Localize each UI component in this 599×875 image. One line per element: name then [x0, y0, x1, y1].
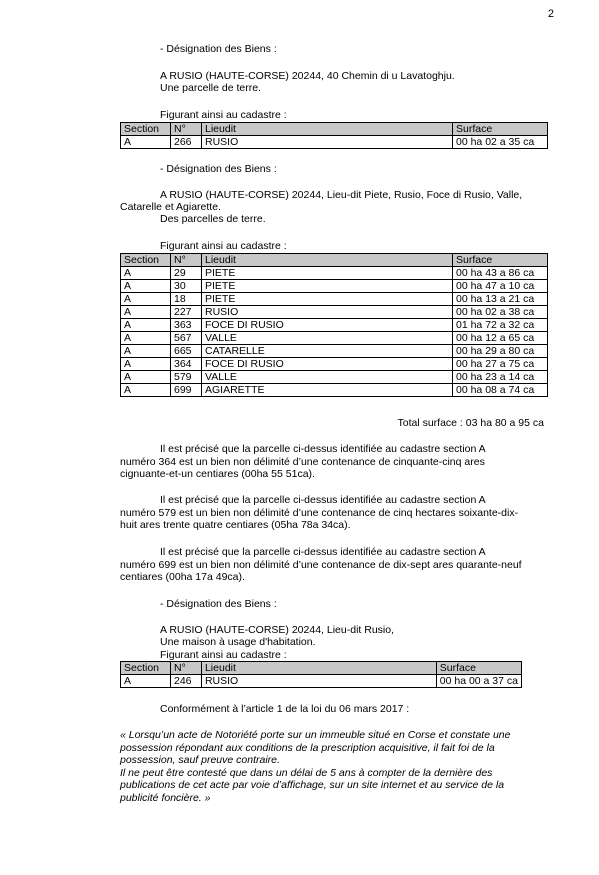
cell-surface: 01 ha 72 a 32 ca	[453, 319, 548, 332]
cell-lieudit: RUSIO	[202, 306, 453, 319]
cell-surface: 00 ha 08 a 74 ca	[453, 384, 548, 397]
cell-section: A	[121, 384, 171, 397]
description-1: Une parcelle de terre.	[160, 82, 261, 94]
header-lieudit: Lieudit	[202, 254, 453, 267]
paragraph-line: Il est précisé que la parcelle ci-dessus identifiée au cadastre section A	[160, 494, 486, 506]
address-3: A RUSIO (HAUTE-CORSE) 20244, Lieu-dit Rusio,	[160, 624, 394, 636]
cell-lieudit: AGIARETTE	[202, 384, 453, 397]
header-surface: Surface	[436, 662, 521, 675]
paragraph-line: Il est précisé que la parcelle ci-dessus identifiée au cadastre section A	[160, 546, 486, 558]
cell-surface: 00 ha 13 a 21 ca	[453, 293, 548, 306]
cell-surface: 00 ha 27 a 75 ca	[453, 358, 548, 371]
cell-numero: 227	[171, 306, 202, 319]
cell-lieudit: FOCE DI RUSIO	[202, 319, 453, 332]
header-lieudit: Lieudit	[201, 662, 436, 675]
cell-lieudit: PIETE	[202, 280, 453, 293]
cell-lieudit: RUSIO	[201, 675, 436, 688]
table-row	[121, 319, 548, 332]
paragraph-line: cignuante-et-un centiares (00ha 55 51ca).	[120, 468, 315, 480]
table-row	[121, 358, 548, 371]
cell-lieudit: RUSIO	[202, 136, 453, 149]
cell-lieudit: PIETE	[202, 293, 453, 306]
paragraph-579	[120, 494, 548, 532]
paragraph-line: numéro 699 est un bien non délimité d’une contenance de dix-sept ares quarante-neuf	[120, 558, 522, 571]
header-numero: N°	[171, 123, 202, 136]
cell-section: A	[121, 675, 171, 688]
legal-quote	[120, 729, 548, 804]
cell-surface: 00 ha 43 a 86 ca	[453, 267, 548, 280]
figurant-label-3: Figurant ainsi au cadastre :	[160, 649, 287, 661]
cell-numero: 30	[171, 280, 202, 293]
page-number: 2	[547, 8, 554, 20]
cadastre-table-2	[120, 253, 548, 397]
quote-line: possession, sauf preuve contraire.	[120, 754, 280, 766]
cell-numero: 579	[171, 371, 202, 384]
cell-lieudit: PIETE	[202, 267, 453, 280]
cell-section: A	[121, 136, 171, 149]
cell-numero: 665	[171, 345, 202, 358]
cadastre-table-1	[120, 122, 548, 149]
table-row	[121, 384, 548, 397]
paragraph-line: centiares (00ha 17a 49ca).	[120, 571, 245, 583]
cell-lieudit: VALLE	[202, 371, 453, 384]
cadastre-table-3	[120, 661, 522, 688]
cell-section: A	[121, 358, 171, 371]
conformement-line: Conformément à l’article 1 de la loi du 06 mars 2017 :	[160, 703, 410, 715]
table-header-row	[121, 254, 548, 267]
table-header-row	[121, 662, 522, 675]
cell-section: A	[121, 306, 171, 319]
quote-line: publicité foncière. »	[120, 791, 211, 804]
paragraph-699	[120, 546, 548, 584]
paragraph-line: numéro 579 est un bien non délimité d’une contenance de cinq hectares soixante-dix-	[120, 506, 519, 519]
paragraph-line: huit ares trente quatre centiares (05ha 78a 34ca).	[120, 519, 351, 531]
cell-surface: 00 ha 47 a 10 ca	[453, 280, 548, 293]
cell-numero: 29	[171, 267, 202, 280]
table-header-row	[121, 123, 548, 136]
table-row	[121, 267, 548, 280]
figurant-label-1: Figurant ainsi au cadastre :	[160, 109, 287, 121]
cell-numero: 363	[171, 319, 202, 332]
header-section: Section	[121, 662, 171, 675]
quote-line: Il ne peut être contesté que dans un délai de 5 ans à compter de la dernière des	[120, 766, 493, 779]
address-2-line2: Catarelle et Agiarette.	[120, 201, 221, 213]
header-surface: Surface	[453, 254, 548, 267]
cell-section: A	[121, 293, 171, 306]
table-row	[121, 371, 548, 384]
header-surface: Surface	[453, 123, 548, 136]
header-section: Section	[121, 254, 171, 267]
cell-lieudit: FOCE DI RUSIO	[202, 358, 453, 371]
cell-lieudit: VALLE	[202, 332, 453, 345]
table-row	[121, 136, 548, 149]
quote-line: possession répondant aux conditions de la prescription acquisitive, il fait foi de la	[120, 741, 495, 754]
cell-numero: 364	[171, 358, 202, 371]
cell-surface: 00 ha 02 a 38 ca	[453, 306, 548, 319]
cell-numero: 266	[171, 136, 202, 149]
description-2: Des parcelles de terre.	[160, 213, 266, 225]
paragraph-line: numéro 364 est un bien non délimité d’une contenance de cinquante-cinq ares	[120, 455, 485, 468]
quote-line: « Lorsqu’un acte de Notoriété porte sur un immeuble situé en Corse et constate une	[120, 729, 511, 741]
paragraph-364	[120, 443, 548, 481]
header-lieudit: Lieudit	[202, 123, 453, 136]
table-row	[121, 332, 548, 345]
table-row	[121, 345, 548, 358]
header-section: Section	[121, 123, 171, 136]
table-row	[121, 280, 548, 293]
header-numero: N°	[171, 254, 202, 267]
cell-section: A	[121, 371, 171, 384]
table-row	[121, 293, 548, 306]
quote-line: publications de cet acte par voie d’affichage, sur un site internet et au service de la	[120, 779, 505, 791]
designation-heading-1: - Désignation des Biens :	[160, 43, 277, 55]
cell-section: A	[121, 280, 171, 293]
cell-section: A	[121, 332, 171, 345]
cell-surface: 00 ha 23 a 14 ca	[453, 371, 548, 384]
description-3: Une maison à usage d'habitation.	[160, 636, 316, 648]
table-row	[121, 675, 522, 688]
cell-numero: 18	[171, 293, 202, 306]
cell-surface: 00 ha 02 a 35 ca	[453, 136, 548, 149]
cell-surface: 00 ha 00 a 37 ca	[436, 675, 521, 688]
address-2-line1: A RUSIO (HAUTE-CORSE) 20244, Lieu-dit Piete, Rusio, Foce di Rusio, Valle,	[160, 189, 523, 201]
address-1: A RUSIO (HAUTE-CORSE) 20244, 40 Chemin di u Lavatoghju.	[160, 70, 455, 82]
cell-section: A	[121, 345, 171, 358]
table-row	[121, 306, 548, 319]
designation-heading-3: - Désignation des Biens :	[160, 598, 277, 610]
designation-heading-2: - Désignation des Biens :	[160, 163, 277, 175]
total-surface: Total surface : 03 ha 80 a 95 ca	[397, 417, 544, 429]
cell-section: A	[121, 319, 171, 332]
cell-numero: 246	[170, 675, 201, 688]
figurant-label-2: Figurant ainsi au cadastre :	[160, 240, 287, 252]
cell-surface: 00 ha 12 a 65 ca	[453, 332, 548, 345]
cell-lieudit: CATARELLE	[202, 345, 453, 358]
cell-surface: 00 ha 29 a 80 ca	[453, 345, 548, 358]
header-numero: N°	[170, 662, 201, 675]
cell-numero: 567	[171, 332, 202, 345]
paragraph-line: Il est précisé que la parcelle ci-dessus identifiée au cadastre section A	[160, 443, 486, 455]
cell-numero: 699	[171, 384, 202, 397]
cell-section: A	[121, 267, 171, 280]
